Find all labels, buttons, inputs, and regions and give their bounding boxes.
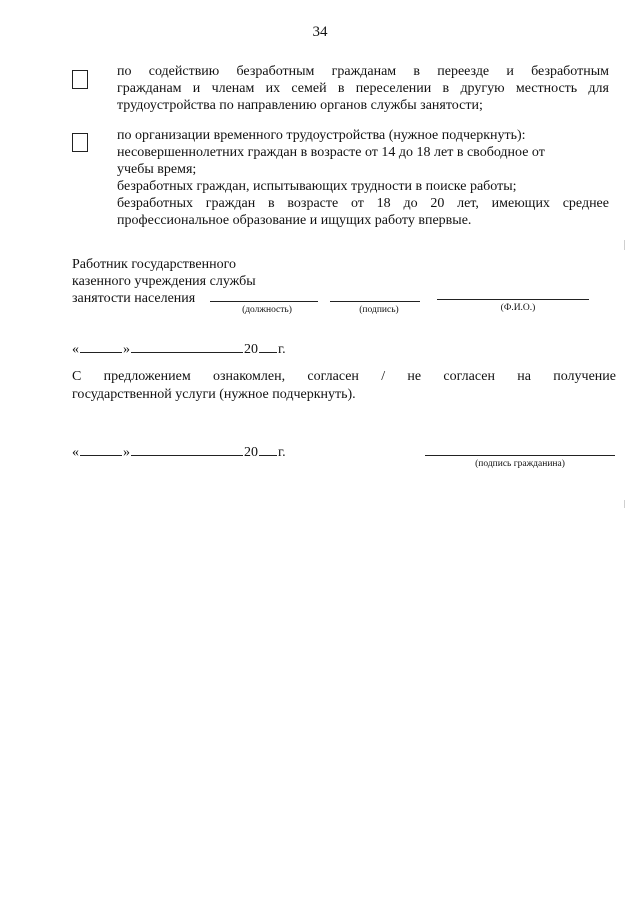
- date-year-field[interactable]: [259, 340, 277, 353]
- page-number: 34: [312, 24, 328, 40]
- worker-label-line: Работник государственного: [72, 257, 237, 272]
- worker-name-caption: (Ф.И.О.): [500, 303, 536, 313]
- option-temp-employment-line: учебы время;: [117, 162, 197, 177]
- date-year-suffix: г.: [278, 445, 286, 460]
- worker-label: [72, 256, 256, 307]
- option-relocation-line: трудоустройства по направлению органов службы занятости;: [117, 98, 483, 113]
- option-relocation-line: гражданам и членам их семей в переселении в другую местность для: [117, 81, 609, 96]
- date-day-field[interactable]: [80, 340, 122, 353]
- date-open-quote: «: [72, 445, 79, 460]
- date-close-quote: »: [123, 342, 130, 357]
- date-year-prefix: 20: [244, 445, 258, 460]
- citizen-signature-field[interactable]: [425, 455, 615, 456]
- option-relocation-checkbox[interactable]: [72, 70, 88, 89]
- option-temp-employment-line: безработных граждан в возрасте от 18 до 20 лет, имеющих среднее: [117, 196, 609, 211]
- option-temp-employment-text: [117, 127, 609, 229]
- citizen-signature-caption: (подпись гражданина): [475, 459, 565, 469]
- date-open-quote: «: [72, 342, 79, 357]
- option-relocation-text: [117, 63, 609, 114]
- date-month-field[interactable]: [131, 340, 243, 353]
- date-year-suffix: г.: [278, 342, 286, 357]
- worker-position-caption: (должность): [242, 305, 292, 315]
- date-month-field[interactable]: [131, 443, 243, 456]
- date-year-prefix: 20: [244, 342, 258, 357]
- worker-signature-field[interactable]: [330, 301, 420, 302]
- worker-date-row: [72, 340, 286, 358]
- worker-name-field[interactable]: [437, 299, 589, 300]
- worker-position-field[interactable]: [210, 301, 318, 302]
- option-temp-employment-checkbox[interactable]: [72, 133, 88, 152]
- acknowledgement-line: С предложением ознакомлен, согласен / не согласен на получение: [72, 369, 616, 384]
- date-year-field[interactable]: [259, 443, 277, 456]
- worker-label-line: казенного учреждения службы: [72, 274, 256, 289]
- option-relocation-line: по содействию безработным гражданам в переезде и безработным: [117, 64, 609, 79]
- worker-label-line: занятости населения: [72, 291, 196, 306]
- date-close-quote: »: [123, 445, 130, 460]
- option-temp-employment-line: по организации временного трудоустройства (нужное подчеркнуть):: [117, 128, 526, 143]
- option-temp-employment-line: профессиональное образование и ищущих работу впервые.: [117, 213, 472, 228]
- date-day-field[interactable]: [80, 443, 122, 456]
- citizen-date-row: [72, 443, 286, 461]
- acknowledgement-text: [72, 368, 616, 404]
- acknowledgement-line: государственной услуги (нужное подчеркнуть).: [72, 387, 356, 402]
- worker-signature-caption: (подпись): [359, 305, 399, 315]
- option-temp-employment-line: несовершеннолетних граждан в возрасте от 14 до 18 лет в свободное от: [117, 145, 545, 160]
- option-temp-employment-line: безработных граждан, испытывающих трудности в поиске работы;: [117, 179, 517, 194]
- scan-edge-mark: [624, 500, 625, 508]
- scan-edge-mark: [624, 240, 625, 250]
